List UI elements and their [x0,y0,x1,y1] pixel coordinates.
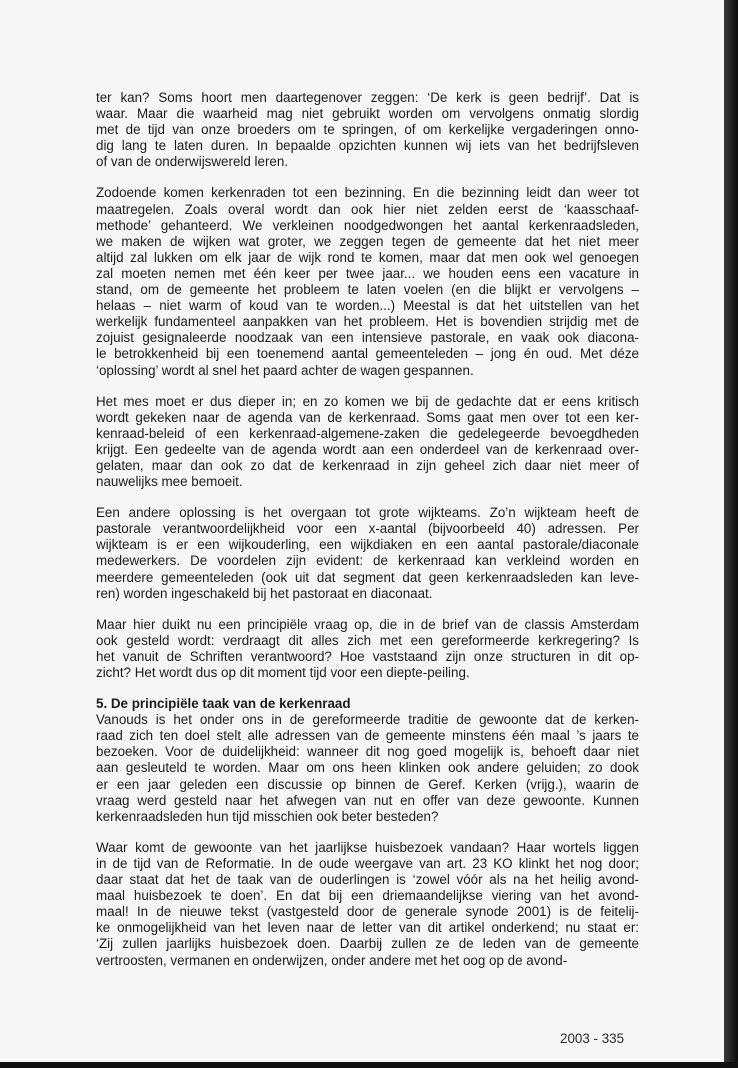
text-line: Een andere oplossing is het overgaan tot grote wijkteams. Zo’n wijkteam heeft de [96,505,639,521]
text-line: ook gesteld wordt: verdraagt dit alles zich met een gereformeerde kerkregering? Is [96,632,639,648]
text-line: zojuist gesignaleerde noodzaak van een intensieve pastorale, en vaak ook diacona- [96,330,639,346]
text-line: wijkteam is er een wijkouderling, een wijkdiaken en een aantal pastorale/diaconale [96,537,639,553]
paragraph [96,840,639,969]
text-line: ter kan? Soms hoort men daartegenover zeggen: ‘De kerk is geen bedrijf’. Dat is [96,90,639,105]
text-line: Het mes moet er dus dieper in; en zo komen we bij de gedachte dat er eens kritisch [96,393,639,409]
text-line: maatregelen. Zoals overal wordt dan ook hier niet zelden eerst de ‘kaasschaaf- [96,201,639,217]
paragraph [96,505,639,602]
text-line: methode’ gehanteerd. We verkleinen noodgedwongen het aantal kerkenraadsleden, [96,217,639,233]
text-line: waar. Maar die waarheid mag niet gebruikt worden om vervolgens onmatig slordig [96,106,639,122]
paragraph [96,394,639,491]
text-line: Waar komt de gewoonte van het jaarlijkse huisbezoek vandaan? Haar wortels liggen [96,839,639,855]
text-line: daar staat dat het de taak van de ouderlingen is ‘zowel vóór als na het heilig avond- [96,872,639,888]
section-heading: 5. De principiële taak van de kerkenraad [96,696,351,712]
text-line: maal huisbezoek te doen’. En dat bij een driemaandelijkse viering van het avond- [96,888,639,904]
text-line: vertroosten, vermanen en onderwijzen, onder andere met het oog op de avond- [96,952,568,968]
paragraph [96,185,639,378]
scan-edge-right [724,0,738,1068]
text-line: er een jaar geleden een discussie op binnen de Geref. Kerken (vrijg.), waarin de [96,776,639,792]
page-number: 2003 - 335 [560,1031,625,1046]
text-line: raad zich ten doel stelt alle adressen van de gemeente minstens één maal ’s jaars te [96,728,639,744]
section-paragraphs [96,712,639,968]
text-line: aan gesleuteld te worden. Maar om ons heen klinken ook andere geluiden; zo dook [96,760,639,776]
text-line: ‘oplossing’ wordt al snel het paard achter de wagen gespannen. [96,362,474,378]
text-line: altijd zal lukken om elk jaar de wijk rond te komen, maar dat men ook wel genoegen [96,249,639,265]
text-line: helaas – niet warm of koud van te worden...) Meestal is dat het uitstellen van het [96,298,639,314]
text-line: vraag werd gesteld naar het afwegen van nut en offer van deze gewoonte. Kunnen [96,792,639,808]
text-line: ren) worden ingeschakeld bij het pastoraat en diaconaat. [96,585,433,601]
text-line: Maar hier duikt nu een principiële vraag op, die in de brief van de classis Amsterdam [96,616,639,632]
text-line: bezoeken. Voor de duidelijkheid: wanneer dit nog goed mogelijk is, behoeft daar niet [96,744,639,760]
text-line: in de tijd van de Reformatie. In de oude weergave van art. 23 KO klinkt het nog door; [96,855,639,871]
article-body [96,90,639,984]
text-line: werkelijk fundamenteel aanpakken van het probleem. Het is bovendien strijdig met de [96,314,639,330]
text-line: pastorale verantwoordelijkheid voor een x-aantal (bijvoorbeeld 40) adressen. Per [96,521,639,537]
paragraphs [96,90,639,681]
text-line: kenraad-beleid of een kerkenraad-algemene-zaken die gedelegeerde bevoegdheden [96,425,639,441]
text-line: wordt gekeken naar de agenda van de kerkenraad. Soms gaat men over tot een ker- [96,409,639,425]
text-line: medewerkers. De voordelen zijn evident: de kerkenraad kan verkleind worden en [96,553,639,569]
text-line: meerdere gemeenteleden (ook uit dat segment dat geen kerkenraadsleden kan leve- [96,569,639,585]
paragraph [96,617,639,681]
text-line: Vanouds is het onder ons in de gereformeerde traditie de gewoonte dat de kerken- [96,712,639,728]
text-line: stand, om de gemeente het probleem te laten voelen (en die blijkt er vervolgens – [96,282,639,298]
text-line: we maken de wijken wat groter, we zeggen tegen de gemeente dat het niet meer [96,233,639,249]
text-line: met de tijd van onze broeders om te springen, of om kerkelijke vergaderingen onno- [96,122,639,138]
text-line: krijgt. Een gedeelte van de agenda wordt aan een onderdeel van de kerkenraad over- [96,441,639,457]
text-line: kerkenraadsleden hun tijd misschien ook beter besteden? [96,808,439,824]
text-line: of van de onderwijswereld leren. [96,154,289,170]
text-line: le betrokkenheid bij een toenemend aantal gemeenteleden – jong én oud. Met déze [96,346,639,362]
text-line: gelaten, maar dan ook zo dat de kerkenraad in zijn geheel zich daar niet meer of [96,457,639,473]
text-line: ke onmogelijkheid van het leven naar de letter van dit artikel onderkend; nu staat er: [96,920,639,936]
text-line: dig lang te laten duren. In bepaalde opzichten kunnen wij iets van het bedrijfsleven [96,138,639,154]
scan-edge-bottom [0,1062,738,1068]
text-line: zal moeten nemen met één keer per twee jaar... we houden eens een vacature in [96,265,639,281]
text-line: ‘Zij zullen jaarlijks huisbezoek doen. Daarbij zullen ze de leden van de gemeente [96,936,639,952]
paragraph [96,90,639,170]
text-line: maal! In de nieuwe tekst (vastgesteld door de generale synode 2001) is de feitelij- [96,904,639,920]
text-line: Zodoende komen kerkenraden tot een bezinning. En die bezinning leidt dan weer tot [96,185,639,201]
text-line: nauwelijks mee bemoeit. [96,474,243,490]
text-line: zicht? Het wordt dus op dit moment tijd voor een diepte-peiling. [96,665,470,680]
paragraph [96,712,639,825]
text-line: het vanuit de Schriften verantwoord? Hoe vaststaand zijn onze structuren in dit op- [96,648,639,664]
